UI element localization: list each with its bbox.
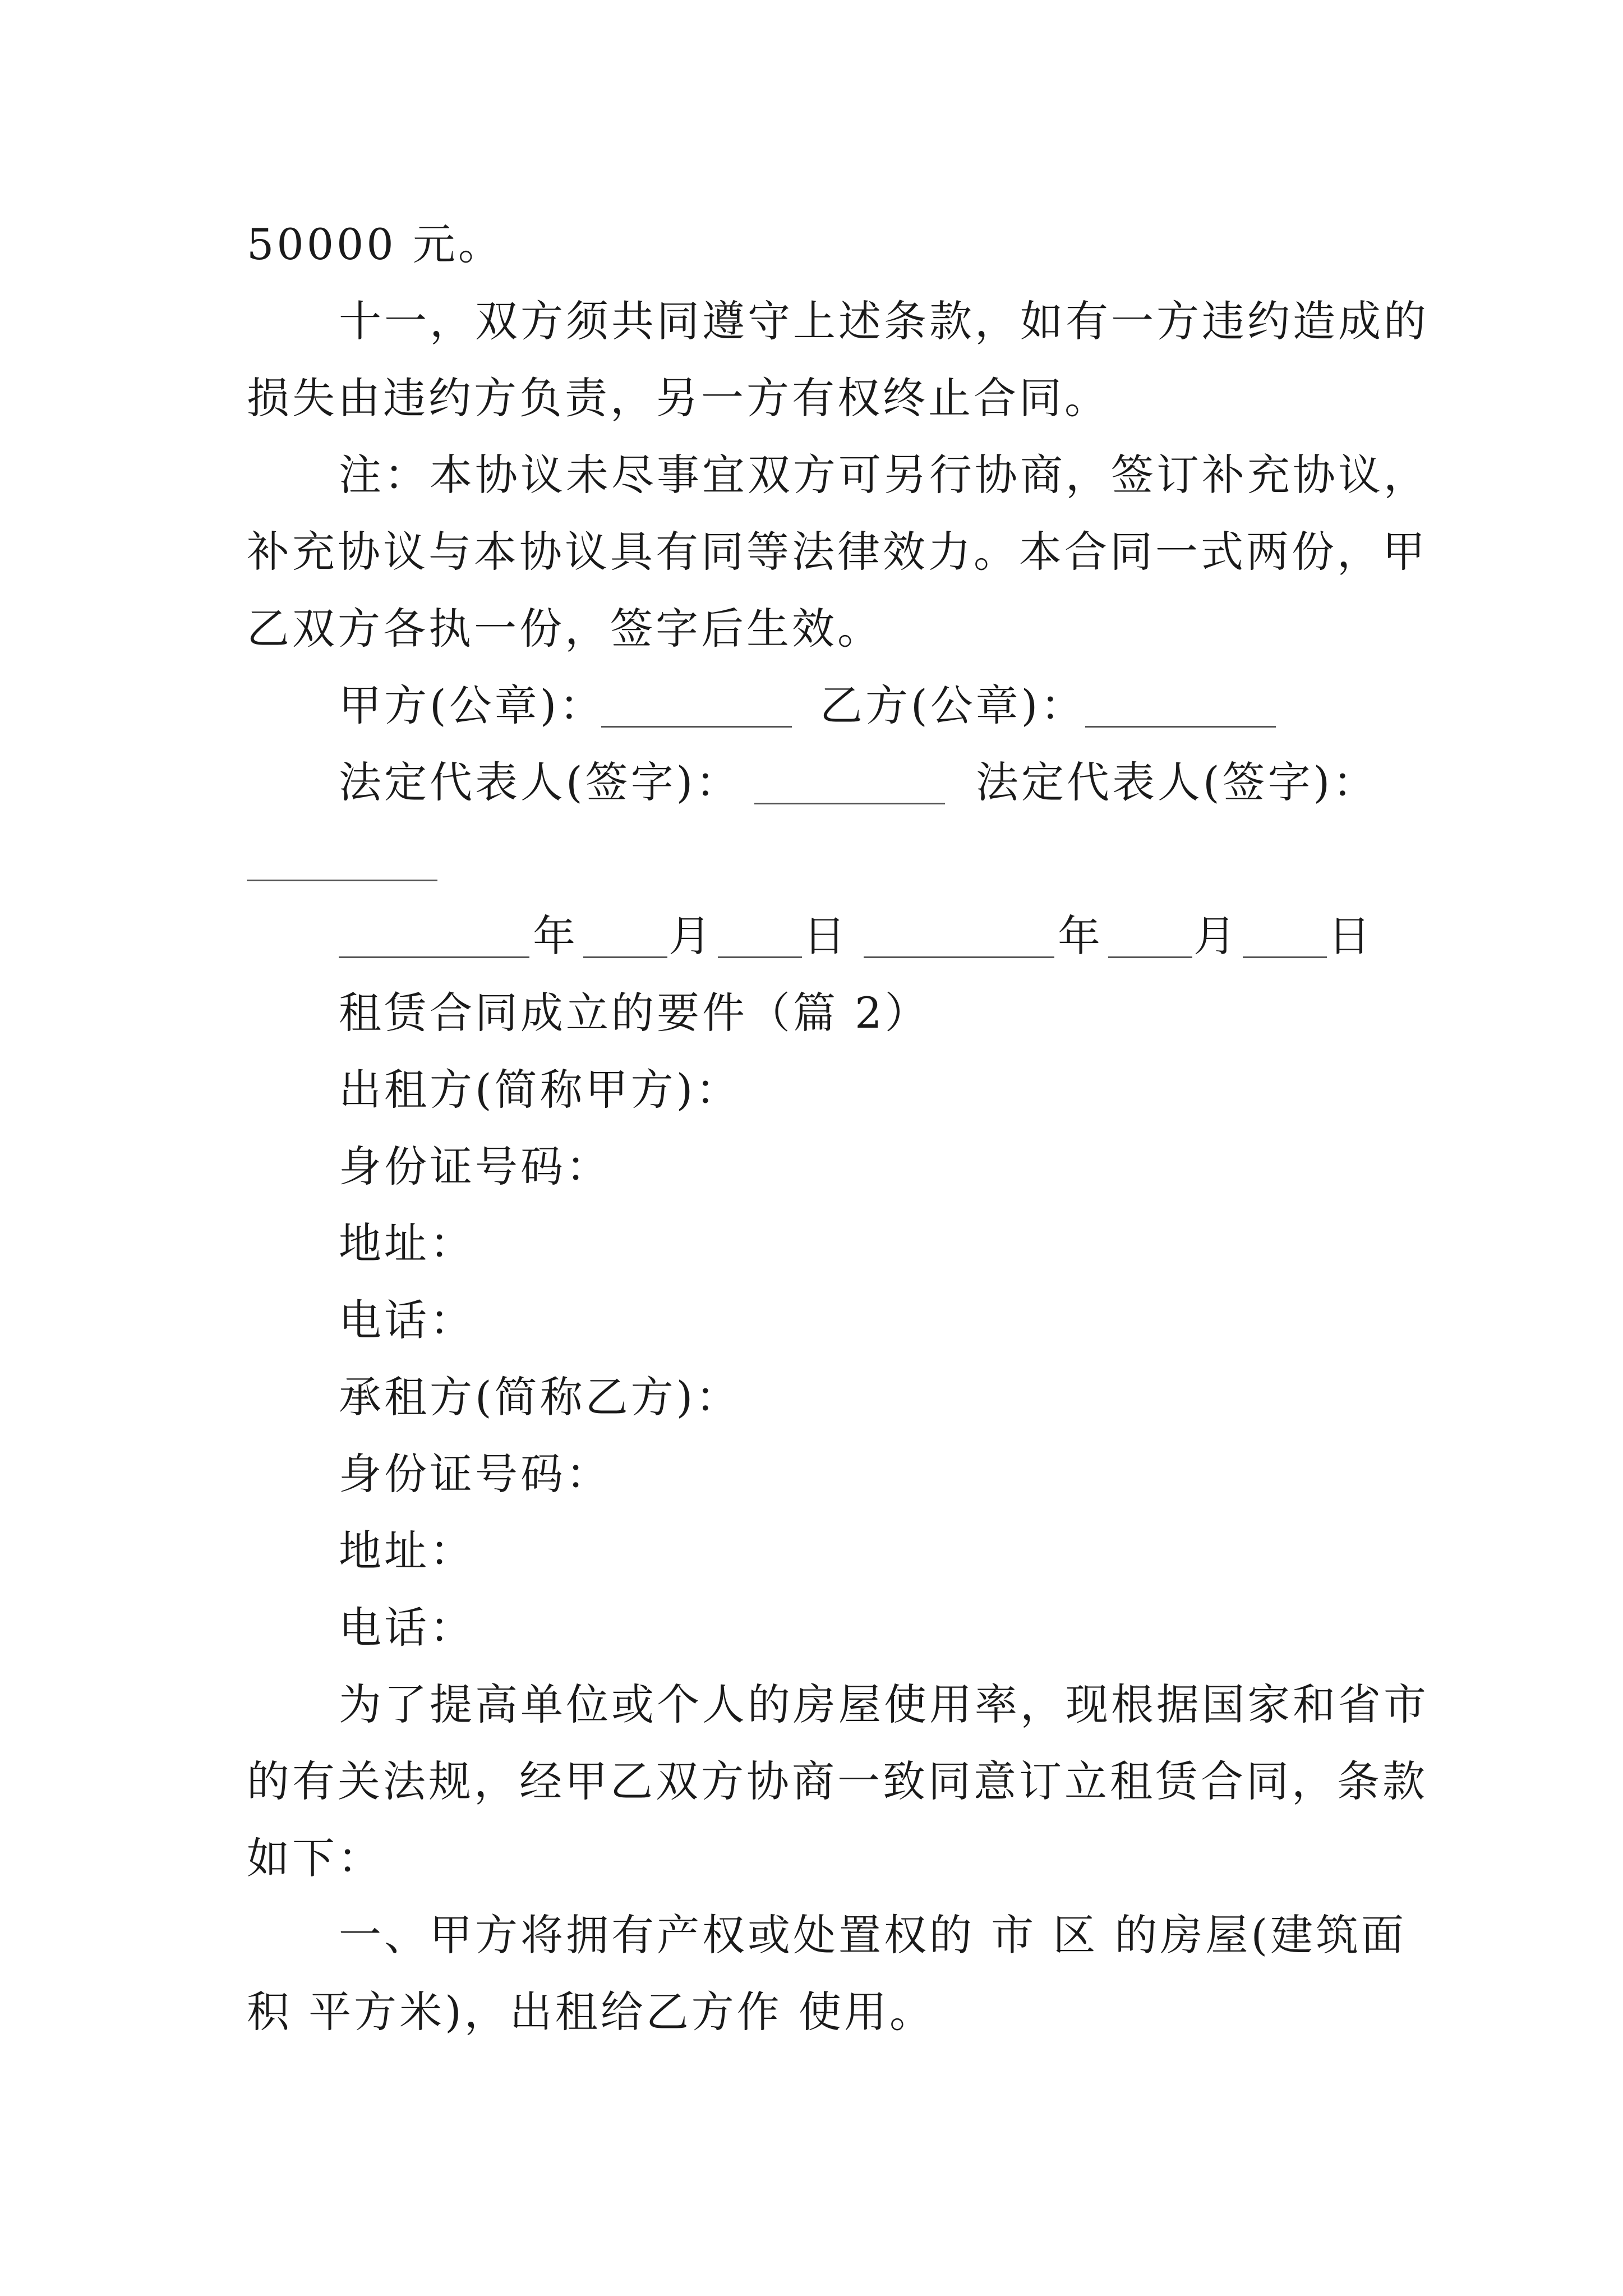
party-b-seal-blank (1085, 726, 1276, 728)
lessor-label: 出租方(简称甲方)： (339, 1065, 741, 1115)
date-a-year-label: 年 (533, 911, 578, 961)
rep-b-label: 法定代表人(签字)： (976, 757, 1378, 807)
clause-1-line-2: 积 平方米)，出租给乙方作 使用。 (247, 1987, 935, 2037)
clause-1-line-1: 一、甲方将拥有产权或处置权的 市 区 的房屋(建筑面 (339, 1910, 1407, 1960)
lessee-address-label: 地址： (339, 1526, 475, 1576)
rep-a-blank (754, 803, 945, 804)
lessee-phone-label: 电话： (339, 1603, 475, 1653)
date-a-year-blank (339, 956, 529, 958)
note-line-2: 补充协议与本协议具有同等法律效力。本合同一式两份，甲 (247, 527, 1428, 577)
lessor-id-label: 身份证号码： (339, 1142, 611, 1191)
rep-a-label: 法定代表人(签字)： (339, 757, 741, 807)
lessor-address-label: 地址： (339, 1218, 475, 1268)
intro-line-1: 为了提高单位或个人的房屋使用率，现根据国家和省市 (339, 1680, 1429, 1729)
party-a-seal-label: 甲方(公章)： (339, 680, 605, 730)
clause-11-line-1: 十一，双方须共同遵守上述条款，如有一方违约造成的 (339, 296, 1429, 346)
note-line-3: 乙双方各执一份，签字后生效。 (247, 604, 883, 654)
note-line-1: 注：本协议未尽事宜双方可另行协商，签订补充协议， (339, 450, 1429, 500)
date-b-month-label: 月 (1193, 911, 1239, 961)
date-a-month-label: 月 (668, 911, 714, 961)
amount-line: 50000 元。 (247, 219, 504, 269)
intro-line-3: 如下： (247, 1833, 383, 1883)
date-a-day-blank (718, 956, 802, 958)
lessee-label: 承租方(简称乙方)： (339, 1372, 741, 1422)
date-b-year-label: 年 (1058, 911, 1103, 961)
lessor-phone-label: 电话： (339, 1295, 475, 1345)
section-heading: 租赁合同成立的要件（篇 2） (339, 988, 930, 1038)
date-b-year-blank (864, 956, 1054, 958)
clause-11-line-2: 损失由违约方负责，另一方有权终止合同。 (247, 373, 1110, 423)
lessee-id-label: 身份证号码： (339, 1449, 611, 1499)
date-b-month-blank (1108, 956, 1192, 958)
date-b-day-blank (1243, 956, 1327, 958)
rep-b-blank (247, 880, 437, 881)
party-a-seal-blank (601, 726, 792, 728)
date-a-month-blank (583, 956, 667, 958)
date-a-day-label: 日 (803, 911, 849, 961)
date-b-day-label: 日 (1328, 911, 1373, 961)
party-b-seal-label: 乙方(公章)： (820, 680, 1086, 730)
intro-line-2: 的有关法规，经甲乙双方协商一致同意订立租赁合同，条款 (247, 1756, 1428, 1806)
